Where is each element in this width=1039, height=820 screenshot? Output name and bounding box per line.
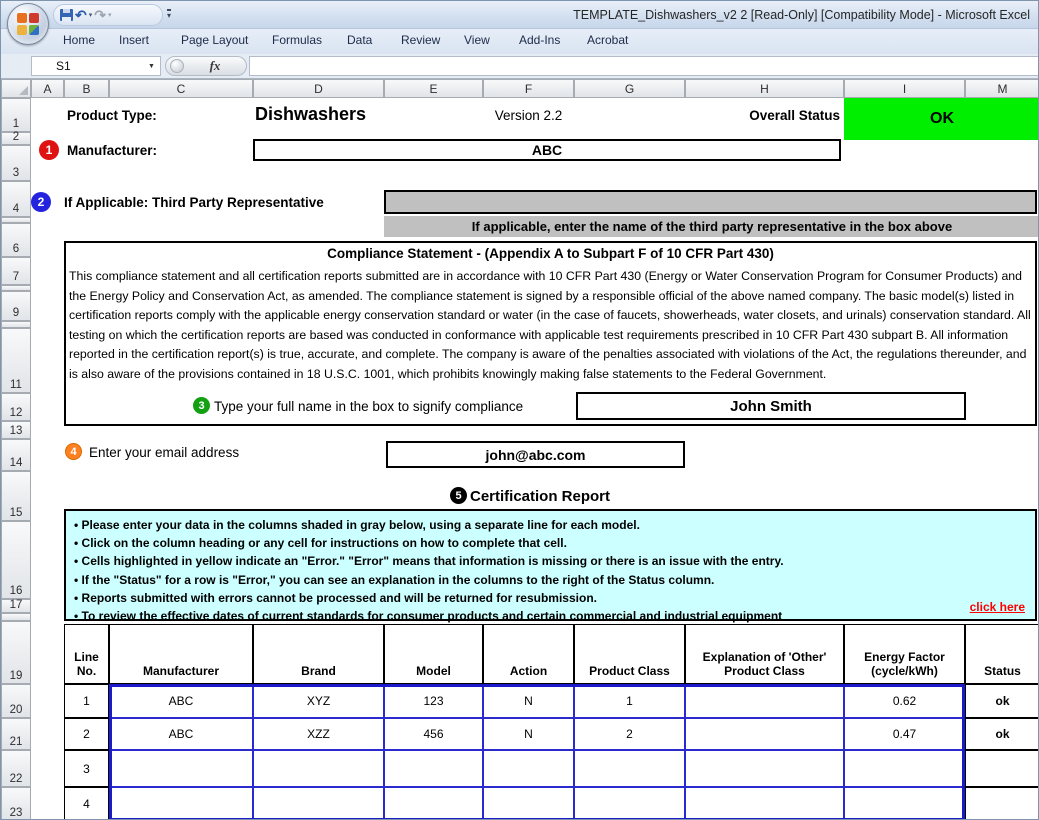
cell-product-class[interactable]: 1	[574, 684, 685, 718]
cell-energy-factor[interactable]: 0.47	[844, 718, 965, 750]
cell-explanation[interactable]	[685, 718, 844, 750]
col-header-e[interactable]: E	[384, 79, 483, 98]
product-type-label: Product Type:	[67, 107, 157, 123]
overall-status-value[interactable]: OK	[844, 98, 1039, 140]
table-header-action[interactable]: Action	[483, 624, 574, 684]
table-header-manufacturer[interactable]: Manufacturer	[109, 624, 253, 684]
cell-line-no[interactable]: 1	[64, 684, 109, 718]
version-label: Version 2.2	[494, 107, 563, 123]
table-header-energy-factor[interactable]: Energy Factor (cycle/kWh)	[844, 624, 965, 684]
col-header-b[interactable]: B	[64, 79, 109, 98]
col-header-h[interactable]: H	[685, 79, 844, 98]
row-header-6[interactable]: 6	[1, 223, 31, 257]
fx-icon: fx	[209, 58, 221, 73]
row-header-10-hidden[interactable]	[1, 321, 31, 328]
name-box[interactable]: S1	[31, 56, 161, 76]
row-header-11[interactable]: 11	[1, 328, 31, 393]
ribbon-tab-row	[1, 29, 1039, 54]
step-5-badge: 5	[450, 487, 467, 504]
row-header-23[interactable]: 23	[1, 787, 31, 820]
cell-model[interactable]	[384, 787, 483, 820]
cell-brand[interactable]	[253, 787, 384, 820]
insert-function-button[interactable]	[165, 56, 247, 76]
cell-brand[interactable]: XYZ	[253, 684, 384, 718]
row-header-20[interactable]: 20	[1, 684, 31, 718]
third-party-label: If Applicable: Third Party Representative	[64, 194, 324, 210]
tab-view[interactable]: View	[464, 33, 490, 47]
instructions-box	[64, 509, 1037, 624]
tab-data[interactable]: Data	[347, 33, 373, 47]
row-header-13[interactable]: 13	[1, 421, 31, 439]
table-header-line-no[interactable]: Line No.	[64, 624, 109, 684]
table-header-brand[interactable]: Brand	[253, 624, 384, 684]
undo-dropdown-icon[interactable]: ▾	[88, 12, 93, 19]
cell-energy-factor[interactable]: 0.62	[844, 684, 965, 718]
cell-line-no[interactable]: 2	[64, 718, 109, 750]
manufacturer-label: Manufacturer:	[67, 142, 158, 158]
instruction-item: • Please enter your data in the columns shaded in gray below, using a separate line for each model.	[74, 516, 1027, 534]
step-2-badge: 2	[31, 192, 51, 212]
row-header-12[interactable]: 12	[1, 393, 31, 421]
window-title: TEMPLATE_Dishwashers_v2 2 [Read-Only] [Compatibility Mode] - Microsoft Excel	[573, 8, 1030, 22]
undo-icon[interactable]: ↶	[75, 7, 87, 23]
cell-energy-factor[interactable]	[844, 787, 965, 820]
tab-formulas[interactable]: Formulas	[272, 33, 323, 47]
cell-model[interactable]: 123	[384, 684, 483, 718]
cell-explanation[interactable]	[685, 787, 844, 820]
col-header-c[interactable]: C	[109, 79, 253, 98]
cell-product-class[interactable]: 2	[574, 718, 685, 750]
tab-add-ins[interactable]: Add-Ins	[519, 33, 561, 47]
col-header-a[interactable]: A	[31, 79, 64, 98]
cell-product-class[interactable]	[574, 750, 685, 787]
email-label: Enter your email address	[89, 444, 240, 460]
name-box-dropdown-icon[interactable]: ▼	[148, 63, 155, 70]
click-here-link[interactable]: click here	[969, 600, 1025, 614]
third-party-hint: If applicable, enter the name of the third party representative in the box above	[384, 216, 1039, 237]
instruction-item: • Click on the column heading or any cell for instructions on how to complete that cell.	[74, 534, 1027, 552]
cell-model[interactable]	[384, 750, 483, 787]
col-header-f[interactable]: F	[483, 79, 574, 98]
row-header-17[interactable]: 17	[1, 599, 31, 613]
row-header-21[interactable]: 21	[1, 718, 31, 750]
table-header-explanation[interactable]: Explanation of 'Other' Product Class	[685, 624, 844, 684]
col-header-g[interactable]: G	[574, 79, 685, 98]
instruction-item: • To review the effective dates of current standards for consumer products and certain commercial and industrial equipment	[74, 607, 1027, 625]
office-logo-icon	[17, 13, 39, 35]
instruction-item: • Reports submitted with errors cannot be processed and will be returned for resubmission.	[74, 589, 1027, 607]
cell-product-class[interactable]	[574, 787, 685, 820]
cell-energy-factor[interactable]	[844, 750, 965, 787]
tab-page-layout[interactable]: Page Layout	[181, 33, 249, 47]
row-header-22[interactable]: 22	[1, 750, 31, 787]
cell-explanation[interactable]	[685, 684, 844, 718]
row-header-18-hidden[interactable]	[1, 613, 31, 621]
cell-line-no[interactable]: 4	[64, 787, 109, 820]
email-input[interactable]: john@abc.com	[386, 441, 685, 468]
quick-access-toolbar	[53, 4, 163, 26]
row-header-3[interactable]: 3	[1, 145, 31, 181]
manufacturer-input[interactable]: ABC	[253, 139, 841, 161]
row-header-4[interactable]: 4	[1, 181, 31, 217]
cell-action[interactable]: N	[483, 718, 574, 750]
cell-manufacturer[interactable]	[109, 787, 253, 820]
col-header-i[interactable]: I	[844, 79, 965, 98]
cell-action[interactable]	[483, 750, 574, 787]
tab-insert[interactable]: Insert	[119, 33, 150, 47]
office-button[interactable]	[7, 3, 49, 45]
select-all-corner[interactable]	[1, 79, 31, 98]
row-header-7[interactable]: 7	[1, 257, 31, 285]
table-header-status[interactable]: Status	[965, 624, 1039, 684]
row-header-14[interactable]: 14	[1, 439, 31, 471]
certification-report-title: Certification Report	[470, 487, 611, 505]
product-type-value: Dishwashers	[255, 103, 367, 124]
cell-line-no[interactable]: 3	[64, 750, 109, 787]
row-header-15[interactable]: 15	[1, 471, 31, 521]
row-header-1[interactable]: 1	[1, 98, 31, 132]
cell-brand[interactable]: XZZ	[253, 718, 384, 750]
customize-qat-icon[interactable]: ▾	[167, 11, 172, 20]
cell-status[interactable]	[965, 750, 1039, 787]
instruction-item: • If the "Status" for a row is "Error," you can see an explanation in the columns to the right of the Status column.	[74, 571, 1027, 589]
cell-status[interactable]	[965, 787, 1039, 820]
compliance-title: Compliance Statement - (Appendix A to Subpart F of 10 CFR Part 430)	[327, 246, 774, 261]
row-header-19[interactable]: 19	[1, 621, 31, 684]
step-4-badge: 4	[65, 443, 82, 460]
overall-status-label: Overall Status	[749, 107, 840, 123]
cell-explanation[interactable]	[685, 750, 844, 787]
tab-review[interactable]: Review	[401, 33, 441, 47]
cell-manufacturer[interactable]: ABC	[109, 718, 253, 750]
formula-bar-input[interactable]	[249, 56, 1039, 76]
cell-action[interactable]: N	[483, 684, 574, 718]
cell-manufacturer[interactable]	[109, 750, 253, 787]
table-header-model[interactable]: Model	[384, 624, 483, 684]
instruction-item: • Cells highlighted in yellow indicate an "Error." "Error" means that information is missing or there is an issue with the entry.	[74, 552, 1027, 570]
row-header-16[interactable]: 16	[1, 521, 31, 599]
step-3-badge: 3	[193, 397, 210, 414]
signature-label: Type your full name in the box to signify compliance	[214, 398, 524, 414]
cell-model[interactable]: 456	[384, 718, 483, 750]
signature-input[interactable]: John Smith	[576, 392, 966, 420]
cell-brand[interactable]	[253, 750, 384, 787]
step-1-badge: 1	[39, 140, 59, 160]
compliance-body: This compliance statement and all certification reports submitted are in accordance with 10 CFR Part 430 (Energy or Water Conservation Program for Consumer Products) and the Energy Policy and Conservation Act, as amended. The compliance statement is signed by a responsible official of the above named company. The basic model(s) listed in certification reports comply with the applicable energy conservation standard or water (in the case of faucets, showerheads, water closets, and urinals) conservation standard. All testing on which the certification reports are based was conducted in conformance with applicable test requirements prescribed in 10 CFR Part 430 subpart B. All information reported in the certification report(s) is true, accurate, and complete. The company is aware of the penalties associated with violations of the Act, the regulations thereunder, and is also aware of the provisions contained in 18 U.S.C. 1001, which prohibits knowingly making false statements to the Federal Government.	[69, 269, 1031, 381]
col-header-m[interactable]: M	[965, 79, 1039, 98]
table-header-product-class[interactable]: Product Class	[574, 624, 685, 684]
fx-ball-icon	[170, 59, 184, 73]
third-party-input[interactable]	[384, 190, 1037, 214]
redo-icon: ↷	[94, 7, 106, 23]
row-header-2[interactable]: 2	[1, 132, 31, 145]
cell-status[interactable]: ok	[965, 684, 1039, 718]
tab-acrobat[interactable]: Acrobat	[587, 33, 629, 47]
cell-action[interactable]	[483, 787, 574, 820]
cell-status[interactable]: ok	[965, 718, 1039, 750]
row-header-9[interactable]: 9	[1, 291, 31, 321]
save-icon[interactable]	[60, 9, 73, 21]
tab-home[interactable]: Home	[63, 33, 96, 47]
cell-manufacturer[interactable]: ABC	[109, 684, 253, 718]
col-header-d[interactable]: D	[253, 79, 384, 98]
redo-dropdown-icon: ▾	[107, 12, 112, 19]
